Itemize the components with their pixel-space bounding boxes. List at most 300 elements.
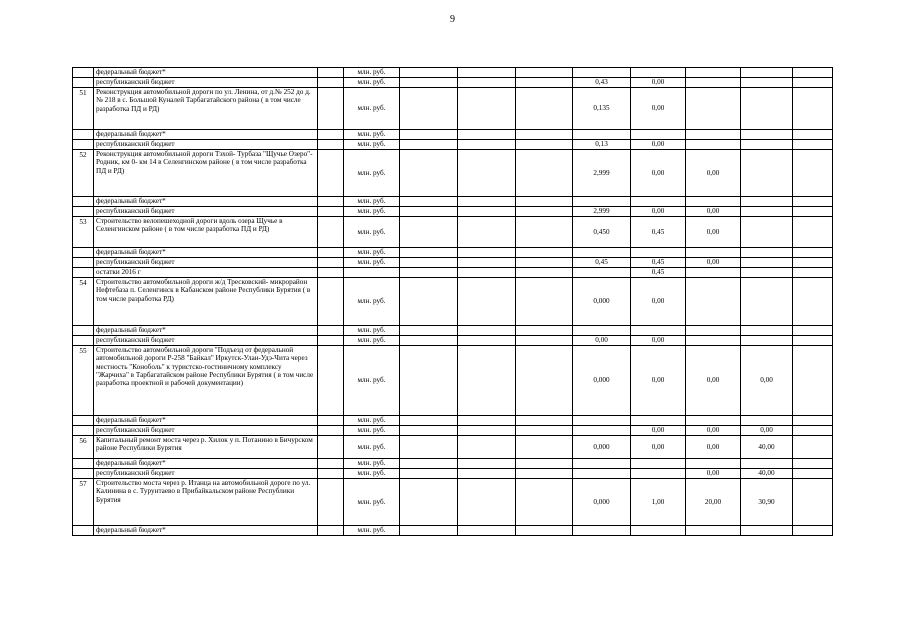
row-number-cell (73, 268, 94, 278)
value-cell (793, 469, 833, 479)
value-cell (793, 336, 833, 346)
item-name-cell: Реконструкция автомобильной дороги по ул. Ленина, от д.№ 252 до д. № 218 в с. Большой Куналей Тарбагатайского района ( в том числе разработка ПД и РД) (94, 88, 318, 130)
value-cell (400, 479, 458, 526)
value-cell (793, 68, 833, 78)
value-cell (793, 150, 833, 197)
unit-cell: млн. руб. (344, 88, 400, 130)
value-cell (631, 130, 686, 140)
row-number-cell (73, 326, 94, 336)
item-name-cell: федеральный бюджет* (94, 416, 318, 426)
value-cell (400, 258, 458, 268)
value-cell (400, 436, 458, 459)
unit-cell: млн. руб. (344, 207, 400, 217)
value-cell (458, 150, 516, 197)
value-cell (458, 278, 516, 326)
value-cell (516, 150, 573, 197)
unit-cell (344, 268, 400, 278)
value-cell (516, 68, 573, 78)
value-cell (686, 248, 741, 258)
item-name-cell: республиканский бюджет (94, 78, 318, 88)
value-cell (793, 217, 833, 248)
value-cell (686, 68, 741, 78)
value-cell: 0,00 (631, 78, 686, 88)
item-name-cell: федеральный бюджет* (94, 248, 318, 258)
value-cell (516, 459, 573, 469)
value-cell (458, 130, 516, 140)
value-cell (400, 207, 458, 217)
item-name-cell: федеральный бюджет* (94, 130, 318, 140)
value-cell (741, 258, 793, 268)
value-cell (400, 326, 458, 336)
unit-cell: млн. руб. (344, 346, 400, 416)
value-cell: 0,13 (573, 140, 631, 150)
value-cell (741, 150, 793, 197)
blank-cell (318, 197, 344, 207)
row-number-cell (73, 248, 94, 258)
table-row (73, 459, 833, 469)
value-cell (741, 207, 793, 217)
item-name-cell: Строительство моста через р. Итанца на автомобильной дороге по ул. Калинина в с. Турунтаево в Прибайкальском районе Республики Бурятия (94, 479, 318, 526)
value-cell (516, 217, 573, 248)
value-cell (458, 207, 516, 217)
value-cell (458, 526, 516, 536)
item-name-cell: федеральный бюджет* (94, 68, 318, 78)
table-row (73, 78, 833, 88)
row-number-cell: 52 (73, 150, 94, 197)
value-cell (793, 526, 833, 536)
value-cell (516, 526, 573, 536)
value-cell (631, 526, 686, 536)
unit-cell: млн. руб. (344, 140, 400, 150)
table-row (73, 326, 833, 336)
unit-cell: млн. руб. (344, 258, 400, 268)
value-cell: 0,43 (573, 78, 631, 88)
value-cell (741, 88, 793, 130)
unit-cell: млн. руб. (344, 336, 400, 346)
value-cell (631, 68, 686, 78)
item-name-cell: Строительство автомобильной дороги "Подъезд от федеральной автомобильной дороги Р-258 "Байкал" Иркутск-Улан-Удэ-Чита через местность "Коноболь" к туристско-гостиничному комплексу "Жарчиха" в Тарбагатайском районе Республики Бурятия ( в том числе разработка проектной и рабочей документации) (94, 346, 318, 416)
unit-cell: млн. руб. (344, 426, 400, 436)
value-cell: 0,00 (741, 346, 793, 416)
value-cell (686, 326, 741, 336)
value-cell: 0,00 (686, 469, 741, 479)
item-name-cell: остатки 2016 г (94, 268, 318, 278)
value-cell: 0,00 (631, 150, 686, 197)
value-cell (573, 68, 631, 78)
value-cell (686, 459, 741, 469)
value-cell (400, 459, 458, 469)
item-name-cell: республиканский бюджет (94, 426, 318, 436)
value-cell (686, 268, 741, 278)
value-cell (741, 336, 793, 346)
blank-cell (318, 248, 344, 258)
table-row (73, 140, 833, 150)
value-cell: 0,45 (631, 217, 686, 248)
value-cell (686, 526, 741, 536)
value-cell (400, 526, 458, 536)
value-cell (793, 197, 833, 207)
value-cell (400, 150, 458, 197)
value-cell (400, 88, 458, 130)
item-name-cell: Строительство автомобильной дороги ж/д Тресковский- микрорайон Нефтебаза п. Селенгинск в Кабанском районе Республики Бурятия ( в том числе разработка РД) (94, 278, 318, 326)
value-cell (516, 130, 573, 140)
table-row (73, 336, 833, 346)
table-row (73, 268, 833, 278)
row-number-cell (73, 416, 94, 426)
value-cell: 0,00 (631, 278, 686, 326)
value-cell: 0,00 (631, 140, 686, 150)
value-cell (631, 469, 686, 479)
blank-cell (318, 426, 344, 436)
value-cell: 0,000 (573, 346, 631, 416)
row-number-cell (73, 258, 94, 268)
blank-cell (318, 416, 344, 426)
value-cell: 0,00 (686, 346, 741, 416)
value-cell (516, 78, 573, 88)
unit-cell: млн. руб. (344, 326, 400, 336)
row-number-cell (73, 336, 94, 346)
blank-cell (318, 346, 344, 416)
unit-cell: млн. руб. (344, 416, 400, 426)
blank-cell (318, 268, 344, 278)
blank-cell (318, 130, 344, 140)
value-cell (400, 469, 458, 479)
value-cell (458, 336, 516, 346)
value-cell (400, 248, 458, 258)
table-row (73, 197, 833, 207)
value-cell (793, 248, 833, 258)
value-cell: 0,00 (686, 207, 741, 217)
item-name-cell: федеральный бюджет* (94, 459, 318, 469)
item-name-cell: республиканский бюджет (94, 207, 318, 217)
value-cell: 0,000 (573, 278, 631, 326)
value-cell: 0,135 (573, 88, 631, 130)
value-cell (400, 278, 458, 326)
value-cell (686, 140, 741, 150)
unit-cell: млн. руб. (344, 469, 400, 479)
value-cell (458, 88, 516, 130)
value-cell (793, 426, 833, 436)
value-cell (458, 217, 516, 248)
blank-cell (318, 207, 344, 217)
value-cell (516, 479, 573, 526)
value-cell (400, 217, 458, 248)
value-cell (516, 268, 573, 278)
table-row (73, 426, 833, 436)
blank-cell (318, 469, 344, 479)
table-row (73, 88, 833, 130)
value-cell: 0,00 (631, 88, 686, 130)
row-number-cell (73, 459, 94, 469)
item-name-cell: федеральный бюджет* (94, 197, 318, 207)
unit-cell: млн. руб. (344, 217, 400, 248)
value-cell (458, 258, 516, 268)
value-cell: 0,00 (741, 426, 793, 436)
value-cell: 0,00 (686, 436, 741, 459)
unit-cell: млн. руб. (344, 459, 400, 469)
value-cell (793, 140, 833, 150)
row-number-cell: 56 (73, 436, 94, 459)
unit-cell: млн. руб. (344, 248, 400, 258)
value-cell (458, 248, 516, 258)
value-cell (400, 68, 458, 78)
value-cell (573, 248, 631, 258)
value-cell (741, 248, 793, 258)
value-cell (458, 479, 516, 526)
value-cell: 0,00 (631, 336, 686, 346)
value-cell: 2,999 (573, 207, 631, 217)
value-cell: 40,00 (741, 469, 793, 479)
unit-cell: млн. руб. (344, 479, 400, 526)
row-number-cell (73, 526, 94, 536)
value-cell (793, 258, 833, 268)
unit-cell: млн. руб. (344, 436, 400, 459)
value-cell (793, 268, 833, 278)
value-cell: 0,00 (686, 258, 741, 268)
value-cell (631, 197, 686, 207)
unit-cell: млн. руб. (344, 78, 400, 88)
value-cell (516, 336, 573, 346)
page-number: 9 (450, 14, 455, 25)
table-row (73, 258, 833, 268)
value-cell: 0,00 (686, 426, 741, 436)
value-cell (741, 416, 793, 426)
table-row (73, 278, 833, 326)
blank-cell (318, 88, 344, 130)
value-cell (400, 426, 458, 436)
value-cell (793, 416, 833, 426)
table-row (73, 130, 833, 140)
value-cell (573, 469, 631, 479)
table-body (73, 68, 833, 536)
value-cell: 0,00 (631, 207, 686, 217)
blank-cell (318, 436, 344, 459)
row-number-cell: 57 (73, 479, 94, 526)
value-cell (741, 278, 793, 326)
table-row (73, 479, 833, 526)
table-row (73, 150, 833, 197)
item-name-cell: республиканский бюджет (94, 258, 318, 268)
blank-cell (318, 278, 344, 326)
value-cell (400, 346, 458, 416)
value-cell (516, 258, 573, 268)
budget-table (72, 67, 833, 536)
row-number-cell (73, 68, 94, 78)
value-cell: 1,00 (631, 479, 686, 526)
value-cell (793, 88, 833, 130)
row-number-cell (73, 426, 94, 436)
value-cell (458, 68, 516, 78)
value-cell (573, 130, 631, 140)
value-cell (631, 326, 686, 336)
value-cell: 0,45 (573, 258, 631, 268)
value-cell (686, 278, 741, 326)
item-name-cell: республиканский бюджет (94, 140, 318, 150)
value-cell: 0,00 (686, 217, 741, 248)
row-number-cell (73, 197, 94, 207)
value-cell (741, 526, 793, 536)
value-cell (793, 479, 833, 526)
table-row (73, 416, 833, 426)
blank-cell (318, 140, 344, 150)
value-cell (741, 326, 793, 336)
value-cell (793, 130, 833, 140)
value-cell (631, 248, 686, 258)
value-cell (686, 336, 741, 346)
value-cell (631, 416, 686, 426)
blank-cell (318, 459, 344, 469)
value-cell (686, 88, 741, 130)
value-cell (793, 78, 833, 88)
value-cell (516, 416, 573, 426)
blank-cell (318, 68, 344, 78)
value-cell: 0,45 (631, 258, 686, 268)
value-cell (793, 346, 833, 416)
blank-cell (318, 326, 344, 336)
value-cell (686, 130, 741, 140)
value-cell: 20,00 (686, 479, 741, 526)
value-cell (458, 78, 516, 88)
item-name-cell: Строительство велопешеходной дороги вдоль озера Щучье в Селенгинском районе ( в том числе разработка ПД и РД) (94, 217, 318, 248)
value-cell (573, 197, 631, 207)
row-number-cell: 51 (73, 88, 94, 130)
item-name-cell: Реконструкция автомобильной дороги Тэхой- Турбаза "Щучье Озеро"- Родник, км 0- км 14 в Селенгинском районе ( в том числе разработка ПД и РД) (94, 150, 318, 197)
value-cell (793, 278, 833, 326)
value-cell (793, 436, 833, 459)
value-cell (573, 416, 631, 426)
value-cell (458, 140, 516, 150)
row-number-cell (73, 140, 94, 150)
value-cell: 0,450 (573, 217, 631, 248)
value-cell (686, 78, 741, 88)
value-cell (458, 268, 516, 278)
value-cell (400, 268, 458, 278)
value-cell: 0,00 (631, 426, 686, 436)
value-cell (741, 140, 793, 150)
table-row (73, 526, 833, 536)
value-cell (686, 197, 741, 207)
value-cell (741, 68, 793, 78)
unit-cell: млн. руб. (344, 278, 400, 326)
blank-cell (318, 526, 344, 536)
row-number-cell: 55 (73, 346, 94, 416)
unit-cell: млн. руб. (344, 150, 400, 197)
row-number-cell: 53 (73, 217, 94, 248)
value-cell (573, 326, 631, 336)
value-cell (516, 197, 573, 207)
value-cell (631, 459, 686, 469)
value-cell (400, 140, 458, 150)
value-cell (793, 459, 833, 469)
value-cell (516, 207, 573, 217)
item-name-cell: федеральный бюджет* (94, 526, 318, 536)
value-cell (400, 416, 458, 426)
value-cell (400, 78, 458, 88)
value-cell (516, 248, 573, 258)
row-number-cell: 54 (73, 278, 94, 326)
value-cell (400, 336, 458, 346)
value-cell: 0,00 (631, 346, 686, 416)
value-cell (793, 326, 833, 336)
value-cell (741, 217, 793, 248)
value-cell (793, 207, 833, 217)
item-name-cell: федеральный бюджет* (94, 326, 318, 336)
blank-cell (318, 78, 344, 88)
value-cell (458, 416, 516, 426)
value-cell (516, 326, 573, 336)
value-cell (741, 459, 793, 469)
value-cell (573, 526, 631, 536)
value-cell (573, 268, 631, 278)
table-row (73, 217, 833, 248)
table-row (73, 436, 833, 459)
value-cell (741, 197, 793, 207)
value-cell (516, 88, 573, 130)
blank-cell (318, 217, 344, 248)
value-cell: 30,90 (741, 479, 793, 526)
value-cell (516, 426, 573, 436)
item-name-cell: республиканский бюджет (94, 469, 318, 479)
value-cell (516, 469, 573, 479)
unit-cell: млн. руб. (344, 526, 400, 536)
value-cell: 0,00 (573, 336, 631, 346)
table-row (73, 68, 833, 78)
item-name-cell: Капитальный ремонт моста через р. Хилок у п. Потанино в Бичурском районе Республики Бурятия (94, 436, 318, 459)
value-cell (516, 278, 573, 326)
value-cell: 40,00 (741, 436, 793, 459)
unit-cell: млн. руб. (344, 130, 400, 140)
value-cell (458, 459, 516, 469)
value-cell: 0,000 (573, 479, 631, 526)
row-number-cell (73, 469, 94, 479)
value-cell (400, 130, 458, 140)
value-cell (573, 459, 631, 469)
value-cell: 2,999 (573, 150, 631, 197)
blank-cell (318, 479, 344, 526)
table-row (73, 248, 833, 258)
item-name-cell: республиканский бюджет (94, 336, 318, 346)
value-cell (516, 346, 573, 416)
row-number-cell (73, 207, 94, 217)
table-row (73, 346, 833, 416)
table-row (73, 207, 833, 217)
table-row (73, 469, 833, 479)
value-cell: 0,45 (631, 268, 686, 278)
blank-cell (318, 258, 344, 268)
blank-cell (318, 336, 344, 346)
value-cell (686, 416, 741, 426)
unit-cell: млн. руб. (344, 197, 400, 207)
value-cell (741, 268, 793, 278)
value-cell (458, 346, 516, 416)
value-cell (741, 130, 793, 140)
blank-cell (318, 150, 344, 197)
value-cell (573, 426, 631, 436)
value-cell (458, 197, 516, 207)
value-cell (458, 436, 516, 459)
value-cell (741, 78, 793, 88)
value-cell (400, 197, 458, 207)
row-number-cell (73, 78, 94, 88)
value-cell (516, 436, 573, 459)
value-cell: 0,00 (686, 150, 741, 197)
value-cell (516, 140, 573, 150)
value-cell (458, 426, 516, 436)
unit-cell: млн. руб. (344, 68, 400, 78)
value-cell (458, 326, 516, 336)
row-number-cell (73, 130, 94, 140)
value-cell (458, 469, 516, 479)
